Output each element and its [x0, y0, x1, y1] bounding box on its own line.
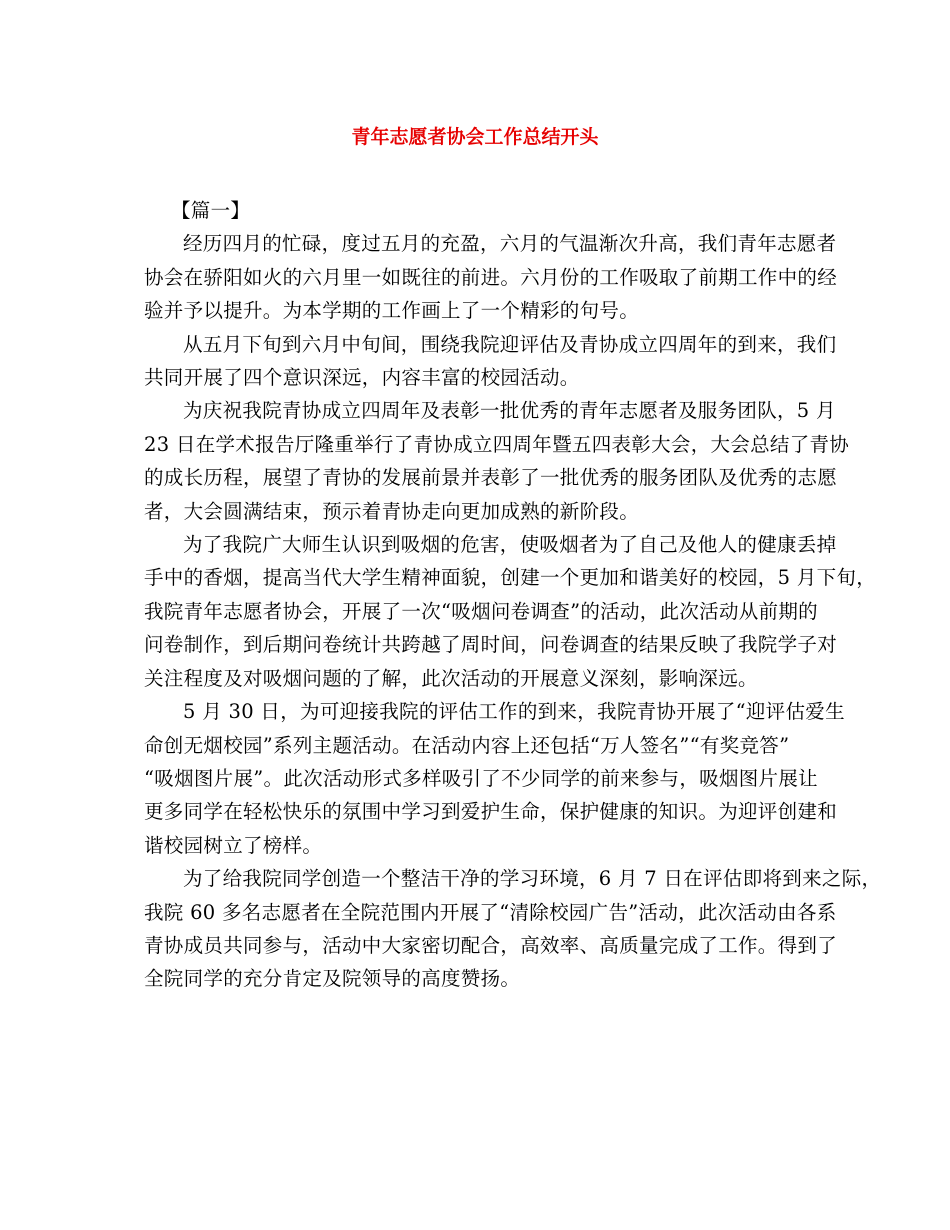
- paragraph: [144, 695, 845, 862]
- paragraph-line: 我院 60 多名志愿者在全院范围内开展了“清除校园广告”活动，此次活动由各系: [144, 900, 837, 924]
- paragraph-line: 为了我院广大师生认识到吸烟的危害，使吸烟者为了自己及他人的健康丢掉: [183, 533, 837, 557]
- paragraph-line: 命创无烟校园”系列主题活动。在活动内容上还包括“万人签名”“有奖竞答”: [144, 733, 790, 757]
- paragraph-line: 全院同学的充分肯定及院领导的高度赞扬。: [144, 967, 521, 991]
- document-title: 青年志愿者协会工作总结开头: [351, 126, 599, 148]
- paragraph-line: 经历四月的忙碌，度过五月的充盈，六月的气温渐次升高，我们青年志愿者: [183, 232, 837, 256]
- paragraph-line: “吸烟图片展”。此次活动形式多样吸引了不少同学的前来参与，吸烟图片展让: [144, 766, 818, 790]
- paragraph-line: 的成长历程，展望了青协的发展前景并表彰了一批优秀的服务团队及优秀的志愿: [144, 466, 838, 490]
- document-body: [144, 194, 882, 996]
- paragraph-line: 验并予以提升。为本学期的工作画上了一个精彩的句号。: [144, 299, 640, 323]
- paragraph-line: 为了给我院同学创造一个整洁干净的学习环境，6 月 7 日在评估即将到来之际，: [183, 867, 882, 891]
- paragraph-line: 更多同学在轻松快乐的氛围中学习到爱护生命，保护健康的知识。为迎评创建和: [144, 800, 838, 824]
- section-tag: 【篇一】: [171, 199, 251, 222]
- paragraph-line: 手中的香烟，提高当代大学生精神面貌，创建一个更加和谐美好的校园，5 月下旬，: [144, 566, 877, 590]
- paragraph-line: 协会在骄阳如火的六月里一如既往的前进。六月份的工作吸取了前期工作中的经: [144, 265, 838, 289]
- paragraph-line: 共同开展了四个意识深远，内容丰富的校园活动。: [144, 366, 580, 390]
- paragraph-line: 问卷制作，到后期问卷统计共跨越了周时间，问卷调查的结果反映了我院学子对: [144, 633, 838, 657]
- paragraph-line: 青协成员共同参与，活动中大家密切配合，高效率、高质量完成了工作。得到了: [144, 933, 838, 957]
- paragraph-list: [144, 227, 882, 995]
- paragraph-line: 23 日在学术报告厅隆重举行了青协成立四周年暨五四表彰大会，大会总结了青协: [144, 432, 850, 456]
- paragraph: [144, 862, 882, 996]
- paragraph-line: 谐校园树立了榜样。: [144, 833, 323, 857]
- paragraph: [144, 528, 877, 695]
- paragraph-line: 者，大会圆满结束，预示着青协走向更加成熟的新阶段。: [144, 499, 640, 523]
- paragraph: [144, 328, 837, 395]
- paragraph-line: 为庆祝我院青协成立四周年及表彰一批优秀的青年志愿者及服务团队，5 月: [183, 399, 836, 423]
- paragraph-line: 从五月下旬到六月中旬间，围绕我院迎评估及青协成立四周年的到来，我们: [183, 332, 837, 356]
- paragraph-line: 5 月 30 日，为可迎接我院的评估工作的到来，我院青协开展了“迎评估爱生: [183, 700, 845, 724]
- paragraph-line: 我院青年志愿者协会，开展了一次“吸烟问卷调查”的活动，此次活动从前期的: [144, 599, 818, 623]
- paragraph-line: 关注程度及对吸烟问题的了解，此次活动的开展意义深刻，影响深远。: [144, 666, 758, 690]
- paragraph: [144, 394, 850, 528]
- paragraph: [144, 227, 838, 327]
